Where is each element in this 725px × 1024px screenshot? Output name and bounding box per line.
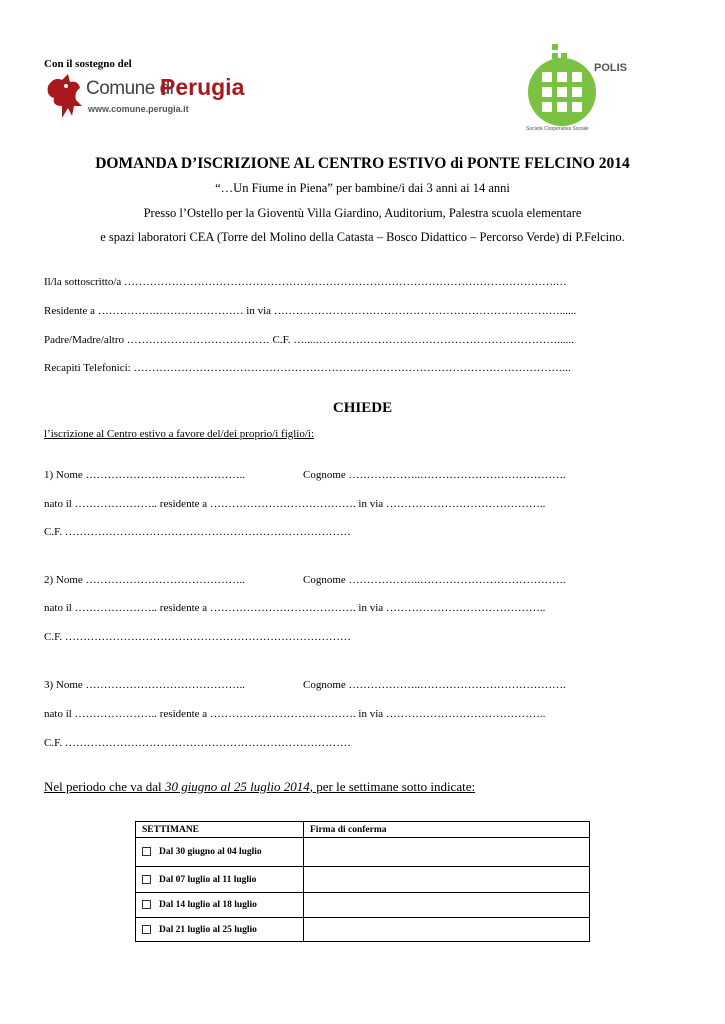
table-row <box>136 918 590 942</box>
week-label: Dal 30 giugno al 04 luglio <box>159 847 262 857</box>
checkbox[interactable] <box>142 847 151 856</box>
week-label: Dal 14 luglio al 18 luglio <box>159 900 257 910</box>
checkbox[interactable] <box>142 900 151 909</box>
comune-word: Comune di <box>86 78 174 99</box>
child1-nome[interactable]: 1) Nome …………………………………….. <box>44 469 246 481</box>
polis-name: POLIS <box>594 62 628 74</box>
firma-cell[interactable] <box>304 867 590 893</box>
table-row <box>136 893 590 918</box>
sostegno-label: Con il sostegno del <box>44 58 132 70</box>
child2-cf[interactable]: C.F. …………………………………………………………………… <box>44 631 351 643</box>
polis-circle-icon <box>522 40 642 140</box>
firma-cell[interactable] <box>304 838 590 867</box>
header-settimane: SETTIMANE <box>136 822 304 838</box>
page-title: DOMANDA D’ISCRIZIONE AL CENTRO ESTIVO di PONTE FELCINO 2014 <box>95 155 630 172</box>
periodo-dates: 30 giugno al 25 luglio 2014 <box>164 779 310 794</box>
field-recapiti[interactable]: Recapiti Telefonici: ………………………………………………………………………………………………………... <box>44 362 571 374</box>
subtitle-line-2: Presso l’Ostello per la Gioventù Villa Giardino, Auditorium, Palestra scuola elementare <box>143 206 582 220</box>
field-padre[interactable]: Padre/Madre/altro ………………………………… C.F. …....…………………………………………………………...... <box>44 334 574 346</box>
child2-nome[interactable]: 2) Nome …………………………………….. <box>44 574 246 586</box>
child1-cognome[interactable]: Cognome ………………..…………………………………. <box>303 469 566 481</box>
polis-logo <box>522 40 642 140</box>
polis-sub: Società Cooperativa Sociale <box>526 126 589 132</box>
child3-cognome[interactable]: Cognome ………………..…………………………………. <box>303 679 566 691</box>
table-header-row <box>136 822 590 838</box>
firma-cell[interactable] <box>304 918 590 942</box>
week-label: Dal 21 luglio al 25 luglio <box>159 924 257 935</box>
iscrizione-text: l’iscrizione al Centro estivo a favore del/dei proprio/i figlio/i: <box>44 428 315 440</box>
child2-cognome[interactable]: Cognome ………………..…………………………………. <box>303 574 566 586</box>
perugia-word: Perugia <box>160 74 245 100</box>
child2-nato[interactable]: nato il ………………….. residente a …………………………………. in via …………………………………….. <box>44 602 546 614</box>
comune-perugia-logo <box>44 72 244 122</box>
child1-cf[interactable]: C.F. …………………………………………………………………… <box>44 526 351 538</box>
periodo-text <box>44 779 475 795</box>
child3-nome[interactable]: 3) Nome …………………………………….. <box>44 679 246 691</box>
field-residente[interactable]: Residente a …………….…………………… in via ……………………………………………………………………...... <box>44 305 577 317</box>
child3-nato[interactable]: nato il ………………….. residente a …………………………………. in via …………………………………….. <box>44 708 546 720</box>
table-row <box>136 867 590 893</box>
child3-cf[interactable]: C.F. …………………………………………………………………… <box>44 737 351 749</box>
subtitle-line-1: “…Un Fiume in Piena” per bambine/i dai 3 anni ai 14 anni <box>215 181 510 195</box>
checkbox[interactable] <box>142 875 151 884</box>
field-sottoscritto[interactable]: Il/la sottoscritto/a ……………………………………………………………………………………………………….… <box>44 276 567 288</box>
week-label: Dal 07 luglio al 11 luglio <box>159 874 257 885</box>
weeks-table <box>135 821 590 942</box>
periodo-before: Nel periodo che va dal <box>44 779 165 794</box>
periodo-after: , per le settimane sotto indicate: <box>309 779 476 794</box>
comune-url: www.comune.perugia.it <box>88 104 189 114</box>
chiede-heading: CHIEDE <box>332 400 393 416</box>
header-firma: Firma di conferma <box>304 822 590 838</box>
checkbox[interactable] <box>142 925 151 934</box>
table-row <box>136 838 590 867</box>
subtitle-line-3: e spazi laboratori CEA (Torre del Molino della Catasta – Bosco Didattico – Percorso Verde) di P.Felcino. <box>100 230 625 244</box>
firma-cell[interactable] <box>304 893 590 918</box>
child1-nato[interactable]: nato il ………………….. residente a …………………………………. in via …………………………………….. <box>44 498 546 510</box>
